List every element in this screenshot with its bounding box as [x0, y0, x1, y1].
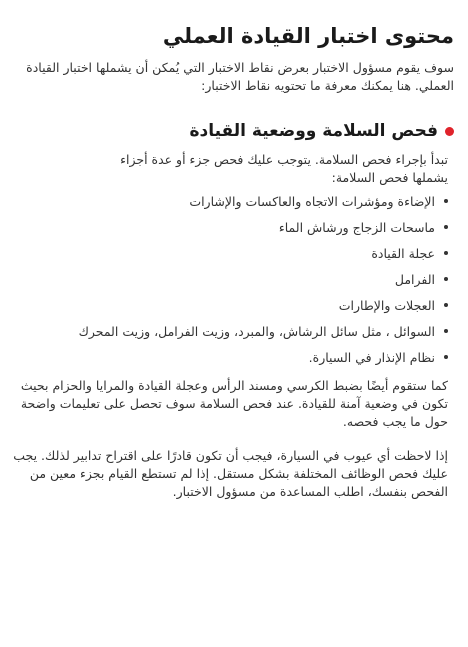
bullet-icon — [444, 355, 448, 359]
red-dot-icon — [445, 127, 454, 136]
list-item — [12, 245, 448, 263]
page-title: محتوى اختبار القيادة العملي — [162, 24, 454, 48]
list-item-text: الإضاءة ومؤشرات الاتجاه والعاكسات والإشارات — [189, 194, 435, 209]
list-item-text: عجلة القيادة — [371, 246, 435, 261]
bullet-icon — [444, 329, 448, 333]
bullet-icon — [444, 199, 448, 203]
defects-paragraph: إذا لاحظت أي عيوب في السيارة، فيجب أن تكون قادرًا على اقتراح تدابير لذلك. يجب عليك فحص الوظائف المختلفة بشكل مستقل. إذا لم تستطع القيام بجزء معين من الفحص بنفسك، اطلب المساعدة من مسؤول الاختبار. — [13, 448, 448, 499]
list-item-text: الفرامل — [394, 272, 435, 287]
list-item — [12, 219, 448, 237]
section-heading-text: فحص السلامة ووضعية القيادة — [189, 121, 438, 141]
bullet-icon — [444, 303, 448, 307]
bullet-icon — [444, 277, 448, 281]
section-lead: تبدأ بإجراء فحص السلامة. يتوجب عليك فحص جزء أو عدة أجزاء يشملها فحص السلامة: — [120, 152, 448, 185]
list-item — [12, 193, 448, 211]
bullet-icon — [444, 251, 448, 255]
list-item-text: ماسحات الزجاج ورشاش الماء — [278, 220, 435, 235]
list-item-text: العجلات والإطارات — [338, 298, 435, 313]
adjustment-paragraph: كما ستقوم أيضًا بضبط الكرسي ومسند الرأس وعجلة القيادة والمرايا والحزام بحيث تكون في وضعية آمنة للقيادة. عند فحص السلامة سوف تحصل على تعليمات واضحة حول ما يجب فحصه. — [20, 378, 448, 429]
list-item — [12, 349, 448, 367]
list-item-text: السوائل ، مثل سائل الرشاش، والمبرد، وزيت الفرامل، وزيت المحرك — [78, 324, 435, 339]
intro-paragraph: سوف يقوم مسؤول الاختبار بعرض نقاط الاختبار التي يُمكن أن يشملها اختبار القيادة العملي. هنا يمكنك معرفة ما تحتويه نقاط الاختبار: — [26, 60, 454, 93]
safety-check-list — [12, 193, 454, 367]
bullet-icon — [444, 225, 448, 229]
section-heading — [12, 119, 454, 143]
list-item — [12, 323, 448, 341]
list-item — [12, 297, 448, 315]
list-item-text: نظام الإنذار في السيارة. — [308, 350, 435, 365]
list-item — [12, 271, 448, 289]
